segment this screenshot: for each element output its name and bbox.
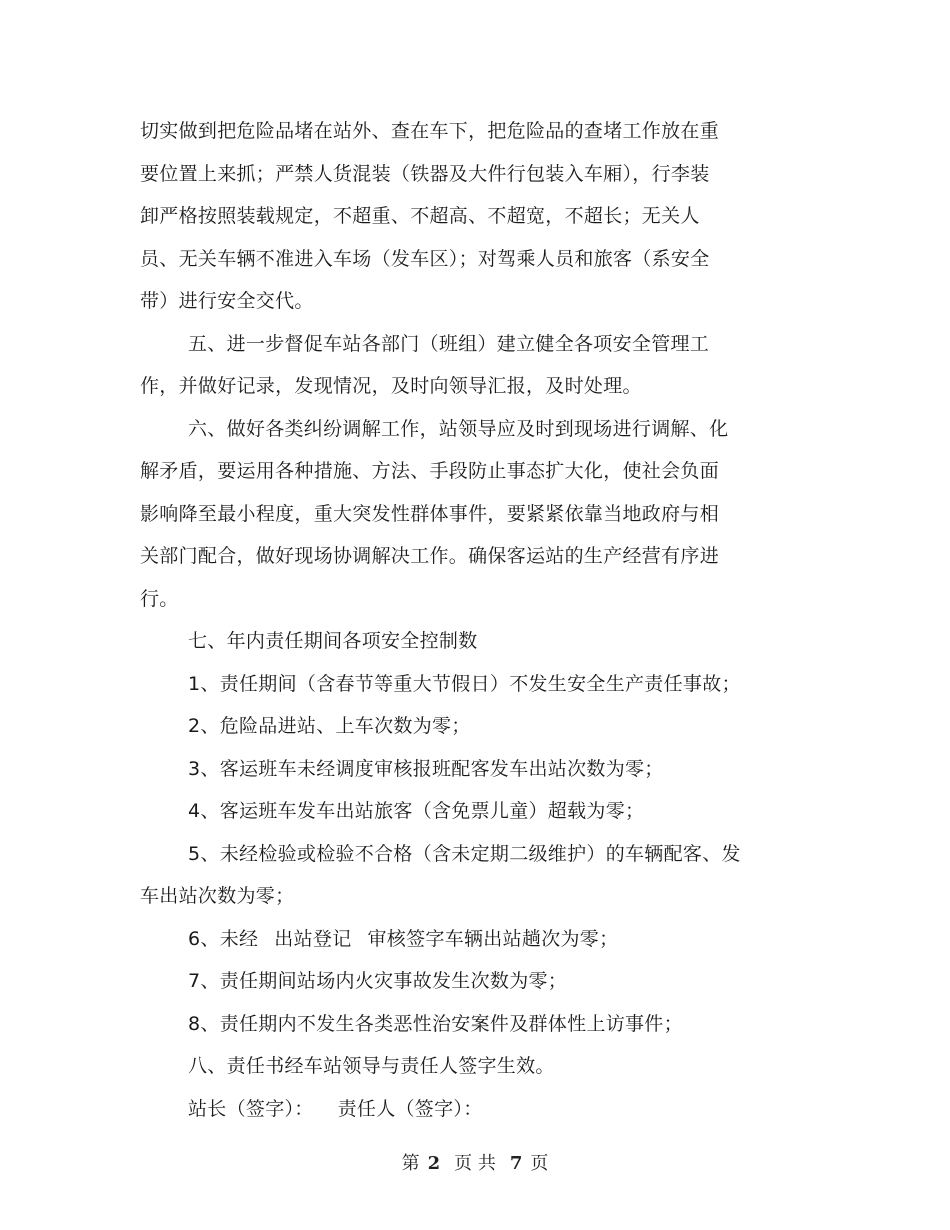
list-item-7: 7、责任期间站场内火灾事故发生次数为零； bbox=[188, 970, 568, 992]
list-item-5: 5、未经检验或检验不合格（含未定期二级维护）的车辆配客、发 bbox=[188, 842, 741, 865]
list-item-6-part1: 6、未经 bbox=[188, 927, 259, 950]
current-page-number: 2 bbox=[427, 1153, 441, 1174]
list-item-1: 1、责任期间（含春节等重大节假日）不发生安全生产责任事故； bbox=[188, 672, 741, 695]
body-line: 行。 bbox=[140, 587, 179, 610]
body-line: 关部门配合，做好现场协调解决工作。确保客运站的生产经营有序进 bbox=[140, 545, 720, 567]
total-page-number: 7 bbox=[509, 1153, 523, 1174]
list-item-4: 4、客运班车发车出站旅客（含免票儿童）超载为零； bbox=[188, 800, 645, 822]
body-line: 卸严格按照装载规定，不超重、不超高、不超宽，不超长；无关人 bbox=[140, 205, 700, 227]
list-item-5-continued: 车出站次数为零； bbox=[140, 885, 295, 907]
station-master-signature-label: 站长（签字）： bbox=[188, 1097, 314, 1120]
list-item-3: 3、客运班车未经调度审核报班配客发车出站次数为零； bbox=[188, 757, 664, 780]
list-item-6 bbox=[140, 918, 780, 961]
body-line: 带）进行安全交代。 bbox=[140, 290, 314, 312]
list-item-2: 2、危险品进站、上车次数为零； bbox=[188, 715, 471, 737]
list-item-6-part3: 审核签字车辆出站趟次为零； bbox=[367, 927, 619, 950]
responsible-signature-label: 责任人（签字）： bbox=[337, 1097, 483, 1120]
footer-middle: 页 共 bbox=[454, 1153, 496, 1174]
section-five-line: 五、进一步督促车站各部门（班组）建立健全各项安全管理工 bbox=[188, 332, 710, 355]
section-six-line: 六、做好各类纠纷调解工作，站领导应及时到现场进行调解、化 bbox=[188, 417, 729, 440]
body-line: 解矛盾，要运用各种措施、方法、手段防止事态扩大化，使社会负面 bbox=[140, 460, 720, 482]
footer-prefix: 第 bbox=[401, 1153, 420, 1174]
body-line: 作，并做好记录，发现情况，及时向领导汇报，及时处理。 bbox=[140, 375, 642, 397]
body-line: 影响降至最小程度，重大突发性群体事件，要紧紧依靠当地政府与相 bbox=[140, 502, 720, 525]
list-item-6-part2: 出站登记 bbox=[274, 927, 352, 950]
body-line: 切实做到把危险品堵在站外、查在车下，把危险品的查堵工作放在重 bbox=[140, 120, 720, 142]
body-line: 要位置上来抓；严禁人货混装（铁器及大件行包装入车厢），行李装 bbox=[140, 162, 710, 185]
footer-suffix: 页 bbox=[530, 1153, 549, 1174]
document-body bbox=[140, 110, 780, 1130]
section-seven-heading: 七、年内责任期间各项安全控制数 bbox=[188, 630, 478, 652]
section-eight-line: 八、责任书经车站领导与责任人签字生效。 bbox=[188, 1055, 555, 1077]
signature-line bbox=[140, 1088, 780, 1131]
list-item-8: 8、责任期内不发生各类恶性治安案件及群体性上访事件； bbox=[188, 1012, 683, 1035]
body-line: 员、无关车辆不准进入车场（发车区）；对驾乘人员和旅客（系安全 bbox=[140, 247, 710, 270]
page-footer bbox=[0, 1149, 950, 1175]
